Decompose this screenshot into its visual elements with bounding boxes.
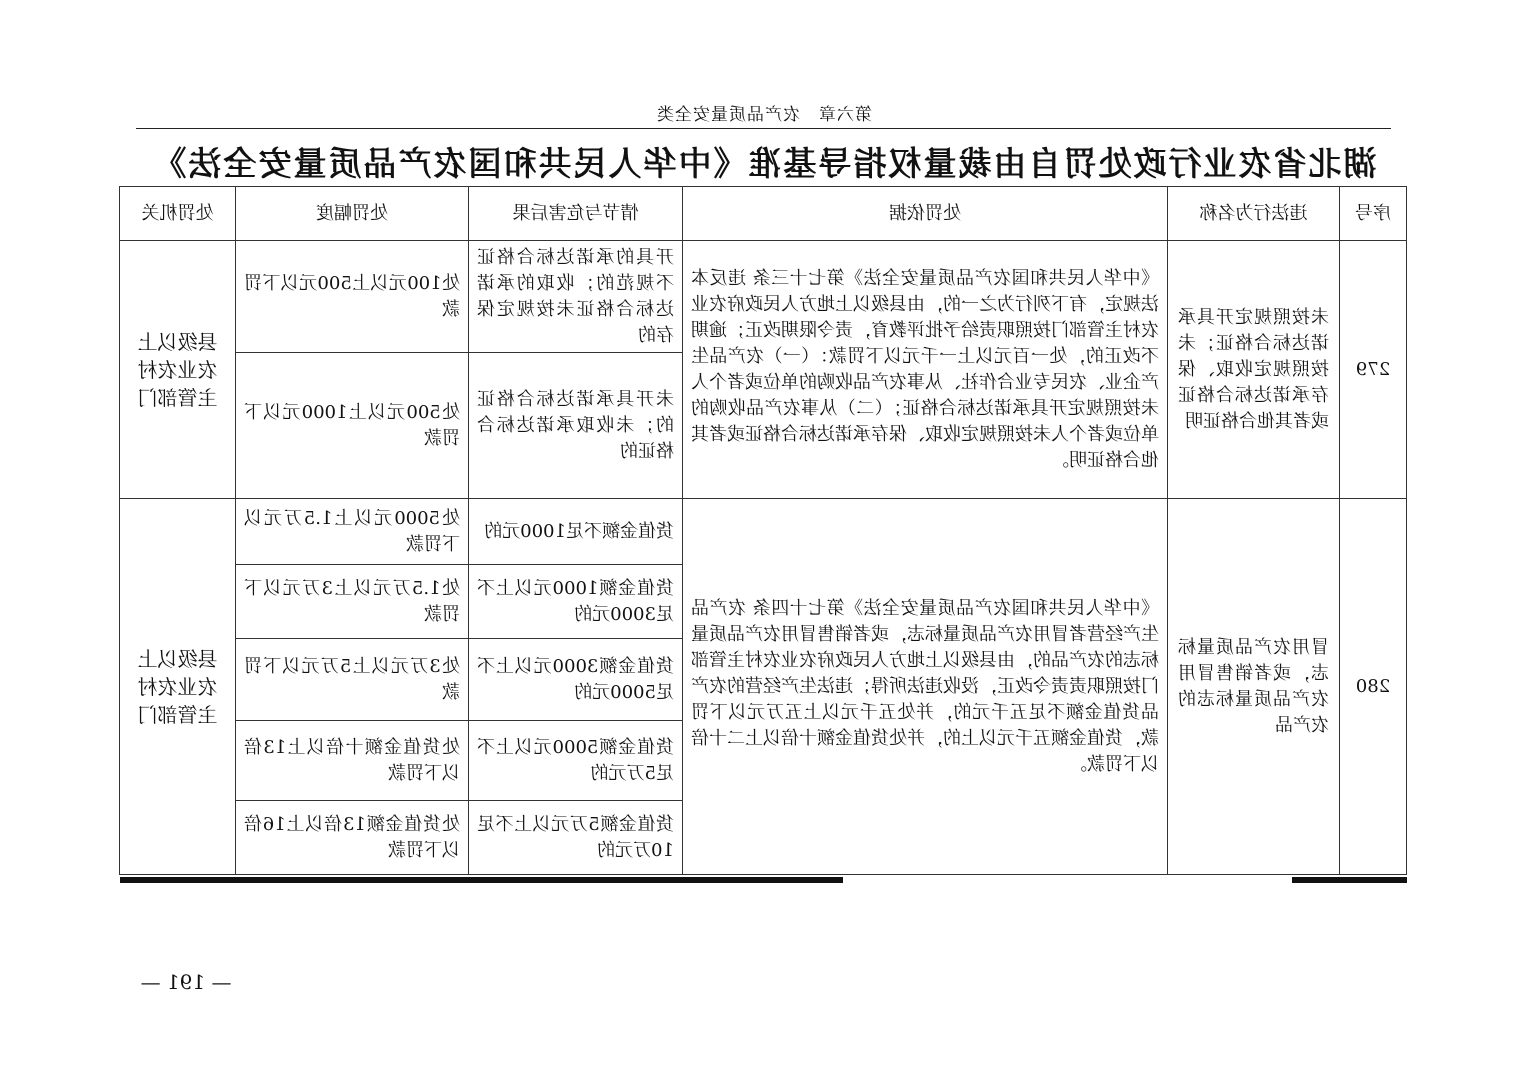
penalty-table	[119, 186, 1407, 875]
row-penalty-range: 处500元以上1000元以下罚款	[236, 353, 469, 499]
row-circumstance: 货值金额不足1000元的	[469, 499, 683, 565]
header-violation-name: 违法行为名称	[1168, 187, 1340, 241]
row-seq: 279	[1340, 241, 1407, 499]
table-row	[120, 241, 1407, 353]
table-bottom-rule	[120, 877, 1407, 883]
row-penalty-range: 处3万元以上5万元以下罚款	[236, 639, 469, 721]
page-title: 湖北省农业行政处罚自由裁量权指导基准《中华人民共和国农产品质量安全法》	[151, 144, 1377, 183]
row-circumstance: 货值金额3000元以上不足5000元的	[469, 639, 683, 721]
row-circumstance: 开具的承诺达标合格证不规范的；收取的承诺达标合格证未按规定保存的	[469, 241, 683, 353]
row-circumstance: 货值金额1000元以上不足3000元的	[469, 565, 683, 639]
header-seq: 序号	[1340, 187, 1407, 241]
row-penalty-basis: 《中华人民共和国农产品质量安全法》第七十三条 违反本法规定，有下列行为之一的，由县级以上地方人民政府农业农村主管部门按照职责给予批评教育，责令限期改正；逾期不改正的，处一百元以上一千元以下罚款：（一）农产品生产企业、农民专业合作社、从事农产品收购的单位或者个人未按照规定开具承诺达标合格证；（二）从事农产品收购的单位或者个人未按照规定收取、保存承诺达标合格证或者其他合格证明。	[683, 241, 1168, 499]
row-violation-name: 未按照规定开具承诺达标合格证；未按照规定收取、保存承诺达标合格证或者其他合格证明	[1168, 241, 1340, 499]
header-penalty-basis: 处罚依据	[683, 187, 1168, 241]
row-penalty-basis: 《中华人民共和国农产品质量安全法》第七十四条 农产品生产经营者冒用农产品质量标志，或者销售冒用农产品质量标志的农产品的，由县级以上地方人民政府农业农村主管部门按照职责责令改正，没收违法所得；违法生产经营的农产品货值金额不足五千元的，并处五千元以上五万元以下罚款，货值金额五千元以上的，并处货值金额十倍以上二十倍以下罚款。	[683, 499, 1168, 875]
row-penalty-range: 处100元以上500元以下罚款	[236, 241, 469, 353]
row-authority: 县级以上农业农村主管部门	[120, 499, 236, 875]
header-divider	[136, 128, 1391, 129]
row-violation-name: 冒用农产品质量标志，或者销售冒用农产品质量标志的农产品	[1168, 499, 1340, 875]
row-circumstance: 未开具承诺达标合格证的；未收取承诺达标合格证的	[469, 353, 683, 499]
page-number: — 191 —	[140, 970, 232, 994]
header-circumstance: 情节与危害后果	[469, 187, 683, 241]
row-penalty-range: 处5000元以上1.5万元以下罚款	[236, 499, 469, 565]
table-row	[120, 499, 1407, 565]
row-penalty-range: 处1.5万元以上3万元以下罚款	[236, 565, 469, 639]
row-seq: 280	[1340, 499, 1407, 875]
row-authority: 县级以上农业农村主管部门	[120, 241, 236, 499]
row-circumstance: 货值金额5万元以上不足10万元的	[469, 801, 683, 875]
header-penalty-range: 处罚幅度	[236, 187, 469, 241]
running-head: 第六章 农产品质量安全类	[656, 105, 872, 125]
row-circumstance: 货值金额5000元以上不足5万元的	[469, 721, 683, 801]
row-penalty-range: 处货值金额十倍以上13倍以下罚款	[236, 721, 469, 801]
header-authority: 处罚机关	[120, 187, 236, 241]
row-penalty-range: 处货值金额13倍以上16倍以下罚款	[236, 801, 469, 875]
table-header-row	[120, 187, 1407, 241]
